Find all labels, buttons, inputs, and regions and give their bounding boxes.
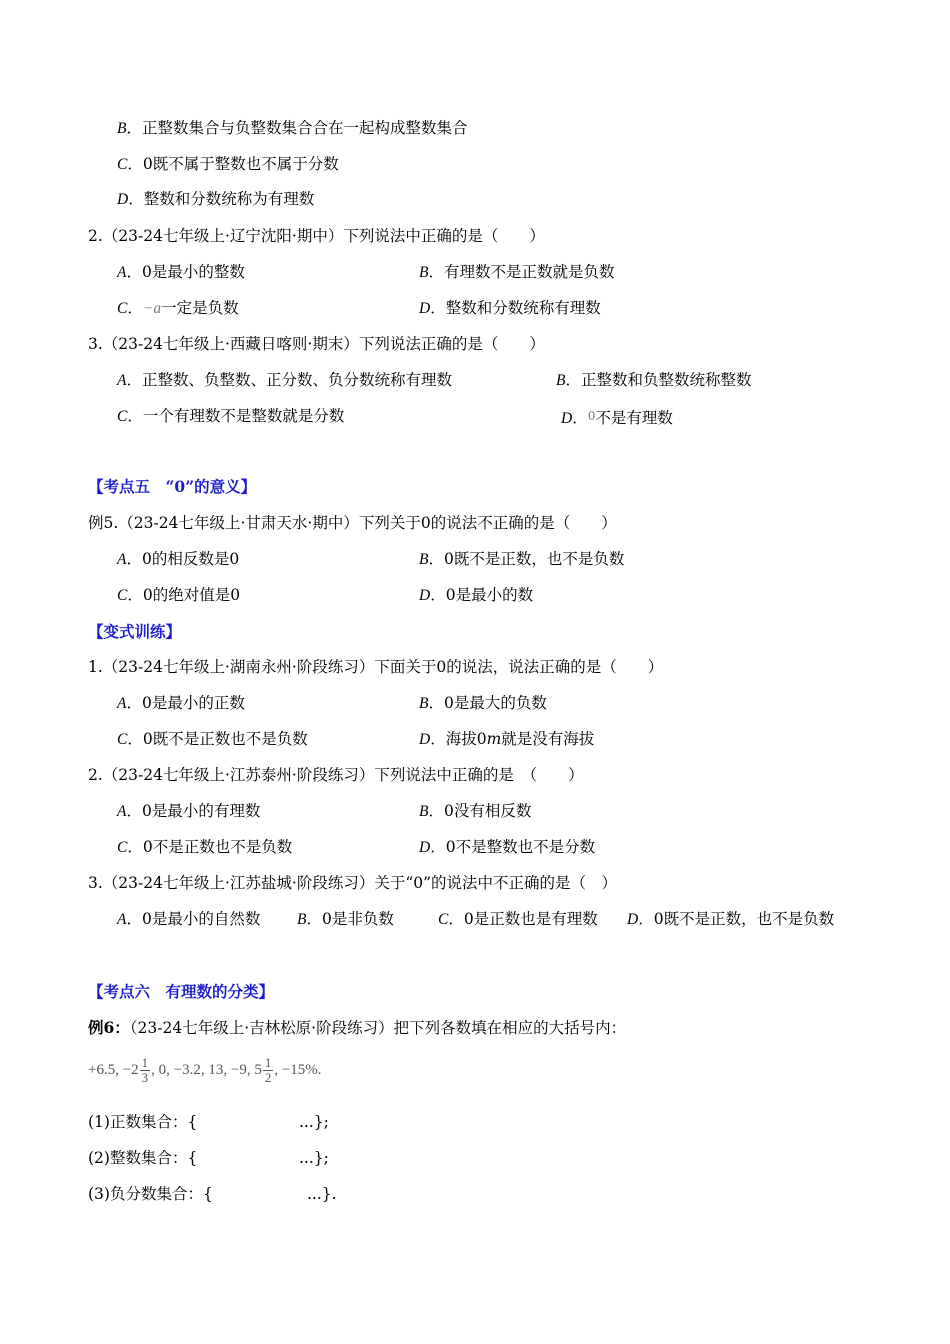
negative-fraction-set-end: ...}. [307, 1185, 337, 1203]
option-text: ．0既不是正数也不是负数 [127, 730, 308, 748]
option-letter: D [561, 410, 573, 427]
option-text: 不是有理数 [595, 409, 673, 427]
option-text: 一定是负数 [161, 299, 239, 317]
option-text: ．正整数集合与负整数集合合在一起构成整数集合 [126, 119, 468, 137]
positive-set-label: (1)正数集合：{ [88, 1113, 198, 1131]
practice-2-stem: 2.（23-24七年级上·江苏泰州·阶段练习）下列说法中正确的是 （ ） [88, 766, 584, 784]
option-letter: D [627, 911, 639, 928]
option-text: ．一个有理数不是整数就是分数 [127, 407, 345, 425]
option-letter: C [438, 911, 449, 928]
number-list [88, 1050, 322, 1090]
fraction-one-half [263, 1056, 274, 1085]
option-letter: B [419, 695, 429, 712]
example-label: 例6： [88, 1018, 130, 1037]
option-text: ．0是最小的自然数 [126, 910, 261, 928]
p3-option-c[interactable] [438, 909, 598, 930]
fraction-numerator: 1 [264, 1055, 272, 1071]
fraction-one-third [140, 1056, 151, 1085]
p1-option-a[interactable] [117, 693, 245, 714]
q3-stem: 3.（23-24七年级上·西藏日喀则·期末）下列说法正确的是（ ） [88, 335, 545, 353]
option-text: ．0是非负数 [306, 910, 394, 928]
option-letter: B [419, 803, 429, 820]
option-text: ．0不是正数也不是负数 [127, 838, 293, 856]
option-text: ．0的绝对值是0 [127, 586, 241, 604]
option-letter: A [117, 551, 127, 568]
number-list-part2: , 0, −3.2, 13, −9, 5 [151, 1062, 262, 1078]
option-letter: B [419, 264, 429, 281]
p2-option-b[interactable] [419, 801, 531, 822]
q1-option-d[interactable] [117, 189, 314, 210]
practice-title: 【变式训练】 [88, 622, 182, 641]
q1-option-b[interactable] [117, 118, 467, 139]
option-letter: B [297, 911, 307, 928]
q2-option-d[interactable] [419, 298, 601, 319]
option-letter: C [117, 156, 128, 173]
fraction-denominator: 3 [141, 1070, 149, 1086]
math-expression: −a [142, 300, 162, 317]
option-letter: A [117, 372, 127, 389]
option-text: ．0是最小的正数 [126, 694, 245, 712]
option-text: ．整数和分数统称有理数 [430, 299, 601, 317]
p3-option-d[interactable] [627, 909, 834, 930]
p1-option-b[interactable] [419, 693, 547, 714]
q2-stem: 2.（23-24七年级上·辽宁沈阳·期中）下列说法中正确的是（ ） [88, 227, 545, 245]
negative-fraction-set-label: (3)负分数集合：{ [88, 1185, 213, 1203]
q2-option-a[interactable] [117, 262, 245, 283]
practice-1-stem: 1.（23-24七年级上·湖南永州·阶段练习）下面关于0的说法，说法正确的是（ ） [88, 658, 664, 676]
option-sep: ． [127, 299, 143, 317]
p3-option-b[interactable] [297, 909, 394, 930]
q2-option-b[interactable] [419, 262, 614, 283]
practice-3-stem: 3.（23-24七年级上·江苏盐城·阶段练习）关于“0”的说法中不正确的是（ ） [88, 874, 618, 892]
example-5-stem: 例5.（23-24七年级上·甘肃天水·期中）下列关于0的说法不正确的是（ ） [88, 514, 617, 532]
option-text: ．0既不是正数，也不是负数 [428, 550, 625, 568]
option-letter: A [117, 803, 127, 820]
option-text: ．0是正数也是有理数 [448, 910, 598, 928]
section-title-5: 【考点五 “0”的意义】 [88, 477, 257, 496]
option-letter: D [419, 587, 431, 604]
option-letter: B [117, 120, 127, 137]
option-text: ．0没有相反数 [428, 802, 532, 820]
option-text: ．0不是整数也不是分数 [430, 838, 596, 856]
p2-option-c[interactable] [117, 837, 292, 858]
example-6-stem [88, 1018, 626, 1038]
q1-option-c[interactable] [117, 154, 339, 175]
p3-option-a[interactable] [117, 909, 260, 930]
option-letter: A [117, 911, 127, 928]
option-text: ．有理数不是正数就是负数 [428, 263, 615, 281]
option-letter: B [556, 372, 566, 389]
example-text: （23-24七年级上·吉林松原·阶段练习）把下列各数填在相应的大括号内： [129, 1019, 627, 1037]
ex5-option-c[interactable] [117, 585, 240, 606]
option-letter: D [117, 191, 129, 208]
positive-set-end: ...}; [299, 1113, 329, 1131]
section-title-6: 【考点六 有理数的分类】 [88, 982, 275, 1001]
number-list-part1: +6.5, −2 [88, 1062, 139, 1078]
option-text: ．0既不是正数，也不是负数 [638, 910, 835, 928]
option-text: ．0是最大的负数 [428, 694, 547, 712]
option-letter: B [419, 551, 429, 568]
unit: m [486, 730, 502, 748]
option-letter: D [419, 731, 431, 748]
integer-set-label: (2)整数集合：{ [88, 1149, 198, 1167]
p1-option-c[interactable] [117, 729, 308, 750]
option-text: ．0既不属于整数也不属于分数 [127, 155, 339, 173]
q3-option-a[interactable] [117, 370, 452, 391]
p1-option-d[interactable] [419, 729, 594, 750]
math-expression: 0 [587, 409, 596, 423]
option-letter: D [419, 839, 431, 856]
option-text: ．正整数和负整数统称整数 [565, 371, 752, 389]
option-text: 就是没有海拔 [501, 730, 595, 748]
option-text: ．0是最小的有理数 [126, 802, 261, 820]
fraction-numerator: 1 [141, 1055, 149, 1071]
option-letter: A [117, 695, 127, 712]
option-text: ．整数和分数统称为有理数 [128, 190, 315, 208]
number-list-part3: , −15%. [274, 1062, 322, 1078]
option-letter: C [117, 587, 128, 604]
ex5-option-d[interactable] [419, 585, 533, 606]
ex5-option-a[interactable] [117, 549, 239, 570]
option-letter: D [419, 300, 431, 317]
option-letter: C [117, 839, 128, 856]
option-text: ．0是最小的整数 [126, 263, 245, 281]
q2-option-c[interactable] [117, 298, 239, 319]
option-letter: C [117, 300, 128, 317]
p2-option-d[interactable] [419, 837, 595, 858]
integer-set-end: ...}; [299, 1149, 329, 1167]
option-sep: ． [572, 409, 588, 427]
fraction-denominator: 2 [264, 1070, 272, 1086]
option-text: ．0的相反数是0 [126, 550, 240, 568]
q3-option-b[interactable] [556, 370, 751, 391]
q3-option-c[interactable] [117, 406, 344, 427]
option-text: ．0是最小的数 [430, 586, 534, 604]
option-pre: ．海拔0 [430, 730, 487, 748]
option-letter: C [117, 408, 128, 425]
q3-option-d[interactable] [561, 406, 673, 429]
option-text: ．正整数、负整数、正分数、负分数统称有理数 [126, 371, 452, 389]
p2-option-a[interactable] [117, 801, 260, 822]
option-letter: C [117, 731, 128, 748]
ex5-option-b[interactable] [419, 549, 624, 570]
option-letter: A [117, 264, 127, 281]
